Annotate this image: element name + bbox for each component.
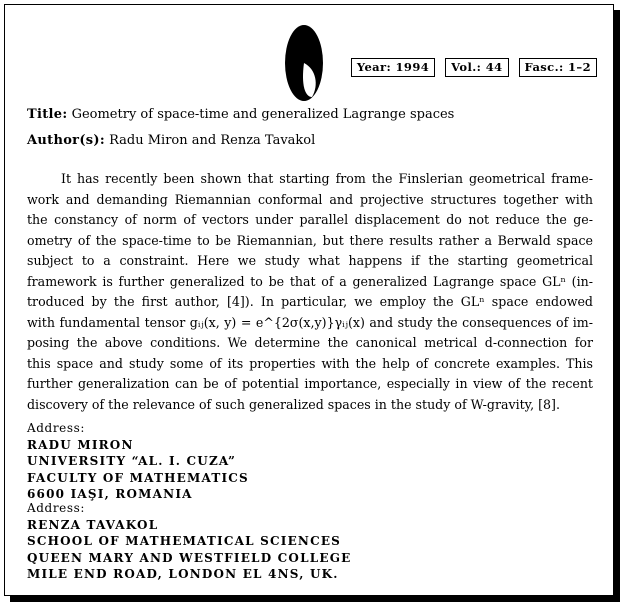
issue-info bbox=[351, 58, 597, 77]
volume-badge: Vol.: 44 bbox=[445, 58, 508, 77]
abstract bbox=[27, 169, 593, 415]
paper-page bbox=[4, 4, 614, 596]
address-line: 6600 IAŞI, ROMANIA bbox=[27, 487, 193, 501]
abstract-line: further generalization can be of potential importance, especially in view of the recent bbox=[27, 376, 593, 391]
paper-title: Geometry of space-time and generalized Lagrange spaces bbox=[71, 107, 455, 122]
address-label: Address: bbox=[27, 501, 86, 515]
year-badge: Year: 1994 bbox=[351, 58, 435, 77]
address-line: MILE END ROAD, LONDON EL 4NS, UK. bbox=[27, 567, 339, 581]
authors-label: Author(s): bbox=[27, 133, 105, 148]
address-line: SCHOOL OF MATHEMATICAL SCIENCES bbox=[27, 534, 342, 548]
abstract-line: the constancy of norm of vectors under parallel displacement do not reduce the ge- bbox=[27, 212, 593, 227]
abstract-line: subject to a constraint. Here we study what happens if the starting geometrical bbox=[27, 253, 593, 268]
abstract-line: It has recently been shown that starting from the Finslerian geometrical frame- bbox=[61, 171, 593, 186]
address-line: RADU MIRON bbox=[27, 437, 134, 452]
address-line: UNIVERSITY “AL. I. CUZA” bbox=[27, 454, 237, 468]
abstract-line: discovery of the relevance of such generalized spaces in the study of W-gravity, [8]. bbox=[27, 396, 560, 412]
abstract-line: work and demanding Riemannian conformal and projective structures together with bbox=[27, 191, 593, 207]
address-line: QUEEN MARY AND WESTFIELD COLLEGE bbox=[27, 550, 352, 565]
address-line: RENZA TAVAKOL bbox=[27, 517, 159, 532]
title-label: Title: bbox=[27, 107, 68, 122]
journal-logo-icon bbox=[283, 23, 325, 103]
abstract-line: posing the above conditions. We determine the canonical metrical d-connection for bbox=[27, 335, 593, 350]
address-line: FACULTY OF MATHEMATICS bbox=[27, 470, 249, 485]
fascicle-badge: Fasc.: 1–2 bbox=[519, 58, 597, 77]
paper-authors-row bbox=[27, 133, 315, 148]
abstract-line: with fundamental tensor gᵢⱼ(x, y) = e^{2σ(x,y)}γᵢⱼ(x) and study the consequences of im- bbox=[27, 314, 593, 330]
abstract-line: this space and study some of its properties with the help of concrete examples. This bbox=[27, 355, 593, 371]
address-block-1 bbox=[27, 420, 249, 503]
abstract-line: framework is further generalized to be that of a generalized Lagrange space GLⁿ (in- bbox=[27, 273, 593, 289]
address-block-2 bbox=[27, 500, 352, 583]
paper-title-row bbox=[27, 107, 454, 122]
paper-authors: Radu Miron and Renza Tavakol bbox=[109, 133, 316, 148]
address-label: Address: bbox=[27, 421, 86, 435]
abstract-line: troduced by the first author, [4]). In particular, we employ the GLⁿ space endowed bbox=[27, 294, 593, 309]
abstract-line: ometry of the space-time to be Riemannian, but there results rather a Berwald space bbox=[27, 232, 593, 248]
